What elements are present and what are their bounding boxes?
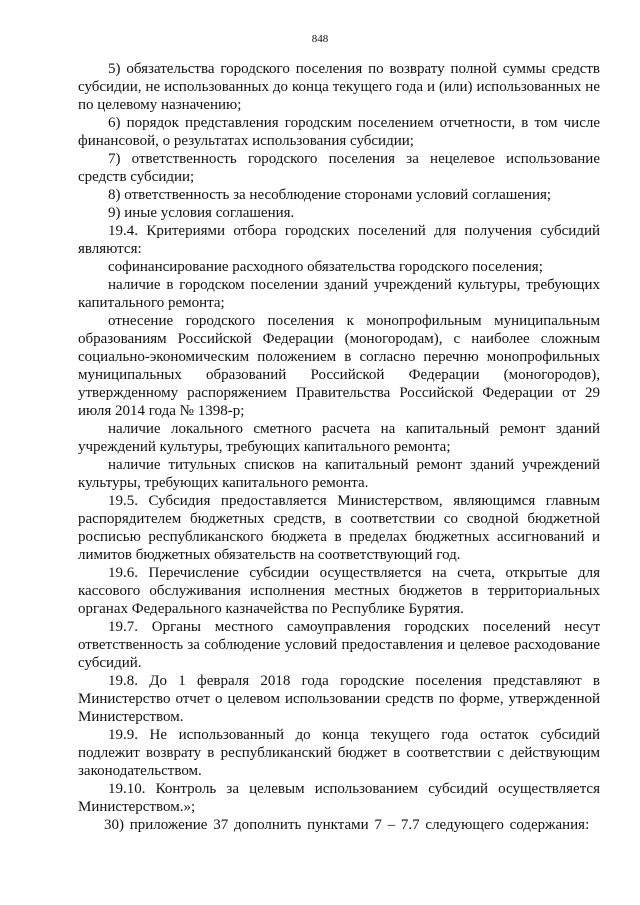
paragraph: 19.4. Критериями отбора городских поселений для получения субсидий являются: xyxy=(78,223,600,257)
paragraph: 8) ответственность за несоблюдение сторонами условий соглашения; xyxy=(108,187,552,203)
document-body xyxy=(78,60,600,834)
page-number: 848 xyxy=(311,33,329,45)
paragraph: 7) ответственность городского поселения за нецелевое использование средств субсидии; xyxy=(78,151,600,185)
paragraph: софинансирование расходного обязательства городского поселения; xyxy=(108,259,543,275)
paragraph: 19.6. Перечисление субсидии осуществляется на счета, открытые для кассового обслуживания исполнения местных бюджетов в территориальных органах Федерального казначейства по Республике Бурятия. xyxy=(78,565,600,617)
paragraph: 19.7. Органы местного самоуправления городских поселений несут ответственность за соблюдение условий предоставления и целевое расходование субсидий. xyxy=(78,619,600,671)
paragraph: 5) обязательства городского поселения по возврату полной суммы средств субсидии, не использованных до конца текущего года и (или) использованных не по целевому назначению; xyxy=(78,61,600,113)
paragraph: наличие титульных списков на капитальный ремонт зданий учреждений культуры, требующих капитального ремонта. xyxy=(78,457,600,491)
paragraph: 9) иные условия соглашения. xyxy=(108,205,295,221)
paragraph: отнесение городского поселения к монопрофильным муниципальным образованиям Российской Федерации (моногородам), с наиболее сложным социально-экономическим положением в согласно перечню монопрофильных муниципальных образований Российской Федерации (моногородов), утвержденному распоряжением Правительства Российской Федерации от 29 июля 2014 года № 1398-р; xyxy=(78,313,600,419)
paragraph: 19.10. Контроль за целевым использованием субсидий осуществляется Министерством.»; xyxy=(78,781,600,815)
paragraph: 30) приложение 37 дополнить пунктами 7 – 7.7 следующего содержания: xyxy=(104,817,590,833)
paragraph: 19.5. Субсидия предоставляется Министерством, являющимся главным распорядителем бюджетных средств, в соответствии со сводной бюджетной росписью республиканского бюджета в пределах бюджетных ассигнований и лимитов бюджетных обязательств на соответствующий год. xyxy=(78,493,600,563)
paragraph: наличие в городском поселении зданий учреждений культуры, требующих капитального ремонта; xyxy=(78,277,600,311)
paragraph: 19.9. Не использованный до конца текущего года остаток субсидий подлежит возврату в республиканский бюджет в соответствии с действующим законодательством. xyxy=(78,727,600,779)
paragraph: 19.8. До 1 февраля 2018 года городские поселения представляют в Министерство отчет о целевом использовании средств по форме, утвержденной Министерством. xyxy=(78,673,600,725)
paragraph: наличие локального сметного расчета на капитальный ремонт зданий учреждений культуры, требующих капитального ремонта; xyxy=(78,421,600,455)
paragraph: 6) порядок представления городским поселением отчетности, в том числе финансовой, о результатах использования субсидии; xyxy=(78,115,600,149)
